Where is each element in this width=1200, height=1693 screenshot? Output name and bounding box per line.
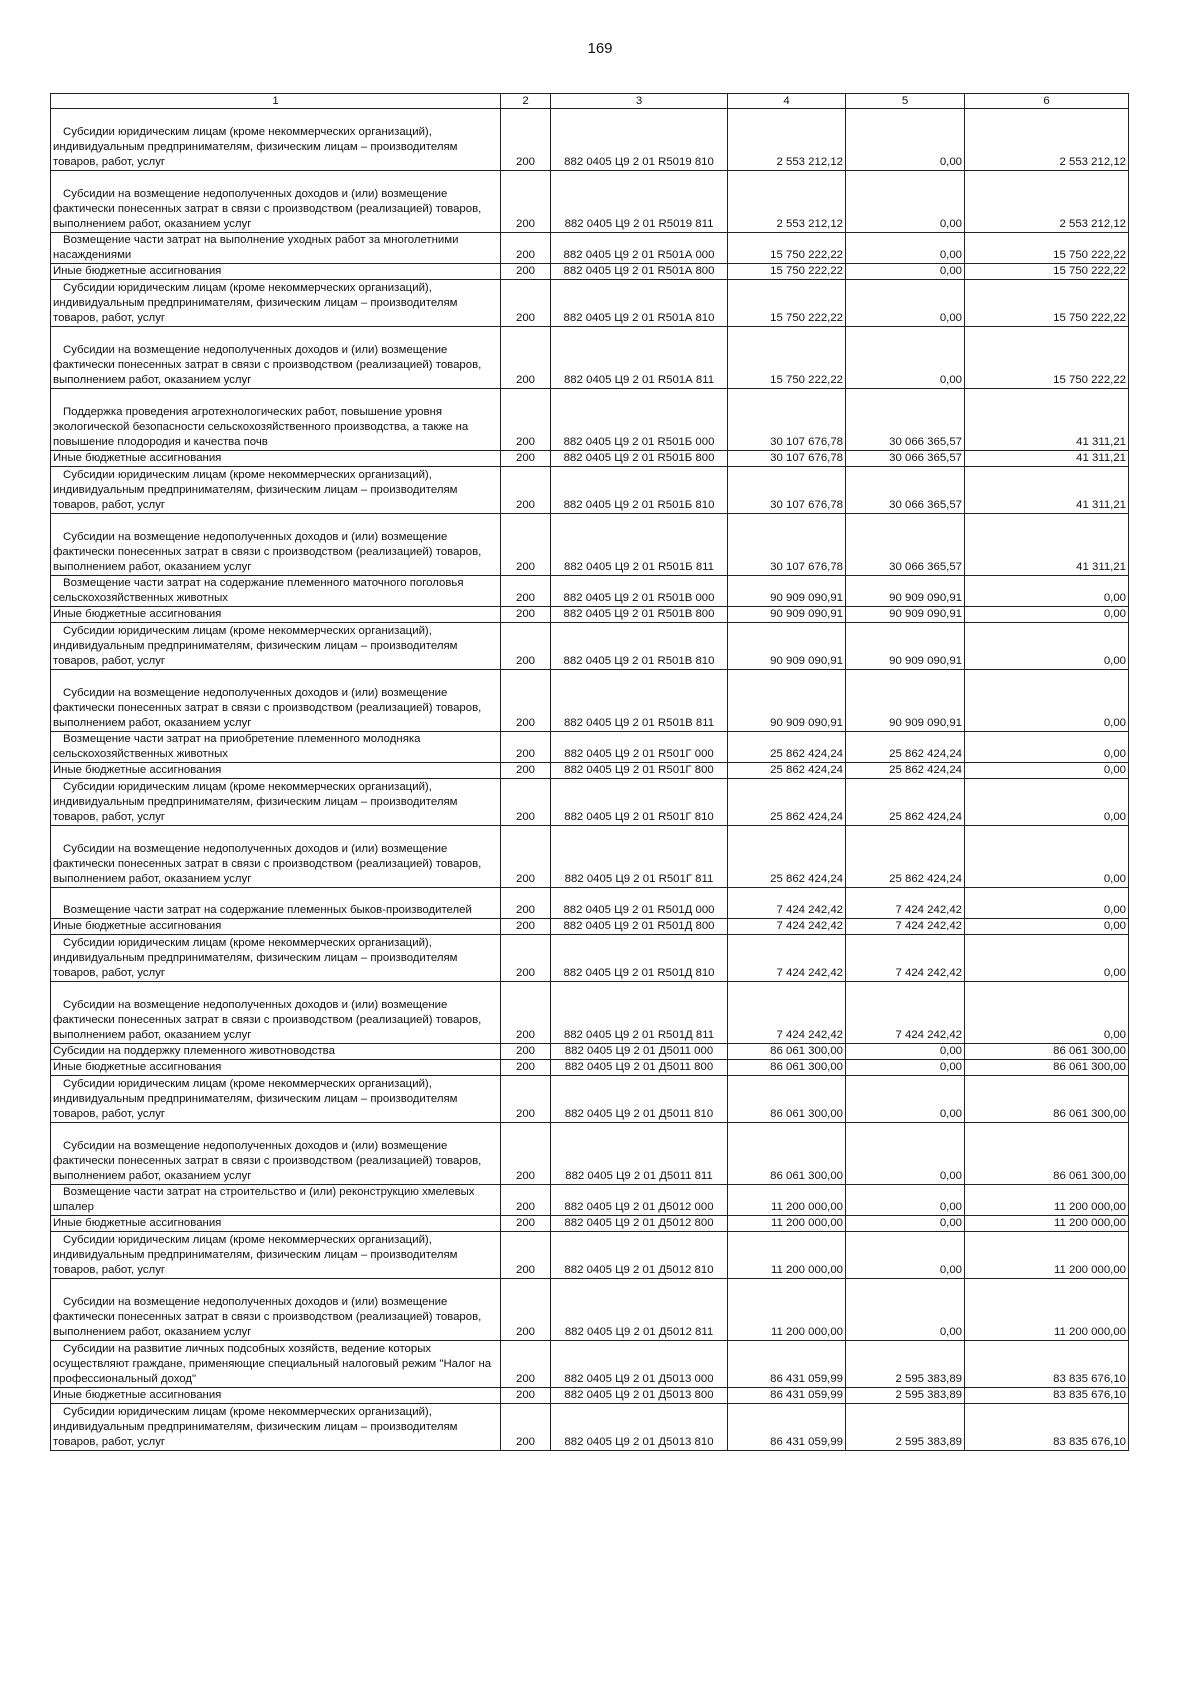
row-description-text: Субсидии юридическим лицам (кроме некоммерческих организаций), индивидуальным предпринимателям, физическим лицам – производителям товаров, работ, услуг	[53, 126, 458, 168]
row-line-code: 200	[501, 576, 551, 607]
row-amount-col5: 7 424 242,42	[846, 888, 965, 919]
row-amount-col5: 0,00	[846, 1232, 965, 1279]
row-amount-col4: 15 750 222,22	[728, 327, 846, 389]
row-amount-col6: 15 750 222,22	[965, 327, 1129, 389]
row-classification-code: 882 0405 Ц9 2 01 R501В 800	[551, 607, 728, 623]
row-amount-col5: 25 862 424,24	[846, 763, 965, 779]
row-amount-col6: 86 061 300,00	[965, 1060, 1129, 1076]
row-amount-col6: 83 835 676,10	[965, 1404, 1129, 1451]
row-amount-col4: 90 909 090,91	[728, 670, 846, 732]
row-description-text: Субсидии на возмещение недополученных доходов и (или) возмещение фактически понесенных затрат в связи с производством (реализацией) товаров, выполнением работ, оказанием услуг	[53, 999, 482, 1041]
row-line-code: 200	[501, 1404, 551, 1451]
row-line-code: 200	[501, 109, 551, 171]
row-description	[51, 1279, 501, 1341]
row-line-code: 200	[501, 607, 551, 623]
row-description-text: Иные бюджетные ассигнования	[53, 608, 222, 620]
row-amount-col5: 0,00	[846, 109, 965, 171]
row-amount-col5: 7 424 242,42	[846, 935, 965, 982]
row-amount-col4: 11 200 000,00	[728, 1185, 846, 1216]
row-description	[51, 763, 501, 779]
row-amount-col4: 2 553 212,12	[728, 171, 846, 233]
table-row	[51, 1044, 1129, 1060]
row-description	[51, 623, 501, 670]
row-line-code: 200	[501, 264, 551, 280]
row-description	[51, 514, 501, 576]
row-description-text: Субсидии на возмещение недополученных доходов и (или) возмещение фактически понесенных затрат в связи с производством (реализацией) товаров, выполнением работ, оказанием услуг	[53, 687, 482, 729]
row-amount-col4: 30 107 676,78	[728, 389, 846, 451]
row-amount-col5: 25 862 424,24	[846, 732, 965, 763]
row-description	[51, 732, 501, 763]
row-amount-col4: 90 909 090,91	[728, 623, 846, 670]
row-classification-code: 882 0405 Ц9 2 01 R501В 810	[551, 623, 728, 670]
row-amount-col6: 0,00	[965, 763, 1129, 779]
row-amount-col5: 25 862 424,24	[846, 779, 965, 826]
row-classification-code: 882 0405 Ц9 2 01 R501В 000	[551, 576, 728, 607]
row-line-code: 200	[501, 451, 551, 467]
row-line-code: 200	[501, 732, 551, 763]
row-amount-col5: 90 909 090,91	[846, 670, 965, 732]
row-description	[51, 1123, 501, 1185]
row-description	[51, 576, 501, 607]
row-description-text: Субсидии юридическим лицам (кроме некоммерческих организаций), индивидуальным предпринимателям, физическим лицам – производителям товаров, работ, услуг	[53, 1406, 458, 1448]
row-description	[51, 919, 501, 935]
row-amount-col4: 15 750 222,22	[728, 264, 846, 280]
row-description-text: Возмещение части затрат на строительство и (или) реконструкцию хмелевых шпалер	[53, 1186, 475, 1213]
column-header: 4	[728, 94, 846, 109]
row-classification-code: 882 0405 Ц9 2 01 R5019 810	[551, 109, 728, 171]
table-row	[51, 607, 1129, 623]
row-description	[51, 1341, 501, 1388]
row-amount-col5: 0,00	[846, 1044, 965, 1060]
row-amount-col4: 86 061 300,00	[728, 1044, 846, 1060]
row-amount-col4: 11 200 000,00	[728, 1216, 846, 1232]
row-description	[51, 1060, 501, 1076]
row-description	[51, 1404, 501, 1451]
row-amount-col6: 0,00	[965, 670, 1129, 732]
row-description	[51, 109, 501, 171]
row-amount-col4: 90 909 090,91	[728, 607, 846, 623]
row-amount-col4: 25 862 424,24	[728, 779, 846, 826]
row-amount-col6: 0,00	[965, 919, 1129, 935]
row-classification-code: 882 0405 Ц9 2 01 Д5013 000	[551, 1341, 728, 1388]
table-row	[51, 935, 1129, 982]
row-amount-col4: 11 200 000,00	[728, 1232, 846, 1279]
row-description-text: Субсидии юридическим лицам (кроме некоммерческих организаций), индивидуальным предпринимателям, физическим лицам – производителям товаров, работ, услуг	[53, 469, 458, 511]
table-row	[51, 451, 1129, 467]
row-description	[51, 171, 501, 233]
table-row	[51, 109, 1129, 171]
row-amount-col6: 0,00	[965, 607, 1129, 623]
row-amount-col5: 0,00	[846, 171, 965, 233]
row-description-text: Возмещение части затрат на содержание племенных быков-производителей	[63, 904, 472, 916]
row-classification-code: 882 0405 Ц9 2 01 R501Г 811	[551, 826, 728, 888]
table-row	[51, 467, 1129, 514]
table-row	[51, 389, 1129, 451]
table-row	[51, 327, 1129, 389]
row-amount-col6: 0,00	[965, 888, 1129, 919]
table-row	[51, 623, 1129, 670]
row-classification-code: 882 0405 Ц9 2 01 R501Д 810	[551, 935, 728, 982]
row-classification-code: 882 0405 Ц9 2 01 Д5012 811	[551, 1279, 728, 1341]
row-description-text: Поддержка проведения агротехнологических работ, повышение уровня экологической безопасности сельскохозяйственного производства, а также на повышение плодородия и качества почв	[53, 406, 469, 448]
row-description	[51, 935, 501, 982]
row-amount-col5: 0,00	[846, 1123, 965, 1185]
row-description-text: Возмещение части затрат на приобретение племенного молодняка сельскохозяйственных животных	[53, 733, 421, 760]
row-line-code: 200	[501, 1216, 551, 1232]
row-amount-col5: 7 424 242,42	[846, 919, 965, 935]
row-classification-code: 882 0405 Ц9 2 01 R501Г 800	[551, 763, 728, 779]
row-amount-col6: 15 750 222,22	[965, 280, 1129, 327]
row-classification-code: 882 0405 Ц9 2 01 Д5011 000	[551, 1044, 728, 1060]
header-row	[51, 94, 1129, 109]
row-description	[51, 467, 501, 514]
row-amount-col4: 86 431 059,99	[728, 1404, 846, 1451]
row-amount-col5: 25 862 424,24	[846, 826, 965, 888]
row-line-code: 200	[501, 919, 551, 935]
table-row	[51, 280, 1129, 327]
row-description-text: Иные бюджетные ассигнования	[53, 1061, 222, 1073]
row-amount-col4: 86 061 300,00	[728, 1123, 846, 1185]
row-description	[51, 982, 501, 1044]
table-row	[51, 779, 1129, 826]
table-row	[51, 576, 1129, 607]
row-line-code: 200	[501, 935, 551, 982]
row-amount-col6: 15 750 222,22	[965, 264, 1129, 280]
row-amount-col6: 2 553 212,12	[965, 109, 1129, 171]
row-classification-code: 882 0405 Ц9 2 01 Д5012 000	[551, 1185, 728, 1216]
row-line-code: 200	[501, 779, 551, 826]
table-row	[51, 826, 1129, 888]
table-row	[51, 514, 1129, 576]
row-amount-col4: 2 553 212,12	[728, 109, 846, 171]
row-description-text: Субсидии юридическим лицам (кроме некоммерческих организаций), индивидуальным предпринимателям, физическим лицам – производителям товаров, работ, услуг	[53, 781, 458, 823]
table-header	[51, 94, 1129, 109]
row-amount-col5: 90 909 090,91	[846, 576, 965, 607]
row-classification-code: 882 0405 Ц9 2 01 Д5011 810	[551, 1076, 728, 1123]
row-description	[51, 607, 501, 623]
row-amount-col4: 30 107 676,78	[728, 467, 846, 514]
row-description	[51, 826, 501, 888]
row-classification-code: 882 0405 Ц9 2 01 R501А 811	[551, 327, 728, 389]
row-amount-col6: 0,00	[965, 623, 1129, 670]
column-header: 6	[965, 94, 1129, 109]
row-amount-col5: 7 424 242,42	[846, 982, 965, 1044]
row-description	[51, 389, 501, 451]
page-number: 169	[587, 40, 613, 57]
row-amount-col4: 7 424 242,42	[728, 982, 846, 1044]
row-classification-code: 882 0405 Ц9 2 01 R501Г 000	[551, 732, 728, 763]
table-row	[51, 264, 1129, 280]
row-classification-code: 882 0405 Ц9 2 01 Д5013 800	[551, 1388, 728, 1404]
column-header: 5	[846, 94, 965, 109]
table-row	[51, 763, 1129, 779]
row-line-code: 200	[501, 1123, 551, 1185]
row-classification-code: 882 0405 Ц9 2 01 R501А 810	[551, 280, 728, 327]
row-classification-code: 882 0405 Ц9 2 01 R501Д 811	[551, 982, 728, 1044]
row-classification-code: 882 0405 Ц9 2 01 R501Д 000	[551, 888, 728, 919]
row-amount-col6: 0,00	[965, 826, 1129, 888]
row-amount-col6: 0,00	[965, 935, 1129, 982]
table-row	[51, 1388, 1129, 1404]
row-amount-col4: 7 424 242,42	[728, 919, 846, 935]
table-row	[51, 919, 1129, 935]
row-amount-col6: 0,00	[965, 982, 1129, 1044]
row-amount-col4: 25 862 424,24	[728, 732, 846, 763]
row-amount-col4: 86 431 059,99	[728, 1341, 846, 1388]
row-amount-col5: 0,00	[846, 1185, 965, 1216]
row-classification-code: 882 0405 Ц9 2 01 R501Б 810	[551, 467, 728, 514]
table-row	[51, 1076, 1129, 1123]
table-row	[51, 1123, 1129, 1185]
row-amount-col5: 30 066 365,57	[846, 514, 965, 576]
row-line-code: 200	[501, 1076, 551, 1123]
table-row	[51, 1185, 1129, 1216]
row-description-text: Иные бюджетные ассигнования	[53, 920, 222, 932]
row-classification-code: 882 0405 Ц9 2 01 R501Б 800	[551, 451, 728, 467]
row-classification-code: 882 0405 Ц9 2 01 R501Б 000	[551, 389, 728, 451]
row-amount-col4: 11 200 000,00	[728, 1279, 846, 1341]
row-amount-col4: 15 750 222,22	[728, 280, 846, 327]
row-line-code: 200	[501, 1060, 551, 1076]
row-amount-col6: 15 750 222,22	[965, 233, 1129, 264]
row-description-text: Возмещение части затрат на содержание племенного маточного поголовья сельскохозяйственных животных	[53, 577, 464, 604]
row-classification-code: 882 0405 Ц9 2 01 Д5011 811	[551, 1123, 728, 1185]
row-amount-col4: 86 061 300,00	[728, 1076, 846, 1123]
row-amount-col6: 41 311,21	[965, 467, 1129, 514]
row-classification-code: 882 0405 Ц9 2 01 R501А 000	[551, 233, 728, 264]
row-description-text: Субсидии на возмещение недополученных доходов и (или) возмещение фактически понесенных затрат в связи с производством (реализацией) товаров, выполнением работ, оказанием услуг	[53, 344, 482, 386]
row-amount-col5: 30 066 365,57	[846, 467, 965, 514]
row-description	[51, 451, 501, 467]
budget-table	[50, 93, 1129, 1451]
row-description-text: Иные бюджетные ассигнования	[53, 764, 222, 776]
row-amount-col5: 30 066 365,57	[846, 389, 965, 451]
row-amount-col6: 0,00	[965, 576, 1129, 607]
table-row	[51, 233, 1129, 264]
row-amount-col5: 0,00	[846, 1279, 965, 1341]
row-amount-col5: 0,00	[846, 1060, 965, 1076]
row-description	[51, 1232, 501, 1279]
row-description-text: Субсидии на возмещение недополученных доходов и (или) возмещение фактически понесенных затрат в связи с производством (реализацией) товаров, выполнением работ, оказанием услуг	[53, 188, 482, 230]
row-amount-col5: 2 595 383,89	[846, 1404, 965, 1451]
row-description-text: Иные бюджетные ассигнования	[53, 1217, 222, 1229]
row-description-text: Субсидии на развитие личных подсобных хозяйств, ведение которых осуществляют граждане, применяющие специальный налоговый режим "Налог на профессиональный доход"	[53, 1343, 492, 1385]
table-row	[51, 1060, 1129, 1076]
table-row	[51, 670, 1129, 732]
row-description	[51, 1076, 501, 1123]
table-body	[51, 109, 1129, 1451]
row-line-code: 200	[501, 670, 551, 732]
row-line-code: 200	[501, 327, 551, 389]
row-description	[51, 1185, 501, 1216]
row-classification-code: 882 0405 Ц9 2 01 R501В 811	[551, 670, 728, 732]
row-line-code: 200	[501, 171, 551, 233]
table-row	[51, 171, 1129, 233]
row-line-code: 200	[501, 623, 551, 670]
row-amount-col5: 90 909 090,91	[846, 607, 965, 623]
row-line-code: 200	[501, 467, 551, 514]
row-amount-col6: 2 553 212,12	[965, 171, 1129, 233]
row-description-text: Субсидии на возмещение недополученных доходов и (или) возмещение фактически понесенных затрат в связи с производством (реализацией) товаров, выполнением работ, оказанием услуг	[53, 531, 482, 573]
row-amount-col6: 86 061 300,00	[965, 1076, 1129, 1123]
row-description	[51, 280, 501, 327]
row-amount-col6: 41 311,21	[965, 389, 1129, 451]
row-description-text: Субсидии на возмещение недополученных доходов и (или) возмещение фактически понесенных затрат в связи с производством (реализацией) товаров, выполнением работ, оказанием услуг	[53, 1140, 482, 1182]
row-description	[51, 1216, 501, 1232]
row-amount-col6: 11 200 000,00	[965, 1216, 1129, 1232]
row-amount-col5: 2 595 383,89	[846, 1341, 965, 1388]
table-row	[51, 1341, 1129, 1388]
row-classification-code: 882 0405 Ц9 2 01 Д5011 800	[551, 1060, 728, 1076]
row-description-text: Субсидии юридическим лицам (кроме некоммерческих организаций), индивидуальным предпринимателям, физическим лицам – производителям товаров, работ, услуг	[53, 625, 458, 667]
row-line-code: 200	[501, 1279, 551, 1341]
row-description-text: Иные бюджетные ассигнования	[53, 452, 222, 464]
row-description	[51, 888, 501, 919]
row-description-text: Возмещение части затрат на выполнение уходных работ за многолетними насаждениями	[53, 234, 459, 261]
row-description-text: Иные бюджетные ассигнования	[53, 265, 222, 277]
row-description-text: Субсидии юридическим лицам (кроме некоммерческих организаций), индивидуальным предпринимателям, физическим лицам – производителям товаров, работ, услуг	[53, 937, 458, 979]
row-amount-col6: 11 200 000,00	[965, 1279, 1129, 1341]
row-classification-code: 882 0405 Ц9 2 01 Д5012 800	[551, 1216, 728, 1232]
table-row	[51, 982, 1129, 1044]
row-amount-col6: 41 311,21	[965, 451, 1129, 467]
row-line-code: 200	[501, 1185, 551, 1216]
row-line-code: 200	[501, 1232, 551, 1279]
table-row	[51, 1279, 1129, 1341]
row-line-code: 200	[501, 982, 551, 1044]
table-row	[51, 1404, 1129, 1451]
row-description	[51, 779, 501, 826]
row-amount-col4: 25 862 424,24	[728, 763, 846, 779]
row-amount-col6: 83 835 676,10	[965, 1341, 1129, 1388]
row-classification-code: 882 0405 Ц9 2 01 R5019 811	[551, 171, 728, 233]
row-description	[51, 1044, 501, 1060]
row-amount-col5: 0,00	[846, 264, 965, 280]
row-amount-col5: 30 066 365,57	[846, 451, 965, 467]
column-header: 2	[501, 94, 551, 109]
row-amount-col4: 30 107 676,78	[728, 514, 846, 576]
row-line-code: 200	[501, 826, 551, 888]
row-description	[51, 670, 501, 732]
row-amount-col6: 11 200 000,00	[965, 1232, 1129, 1279]
row-description	[51, 233, 501, 264]
row-description-text: Субсидии юридическим лицам (кроме некоммерческих организаций), индивидуальным предпринимателям, физическим лицам – производителям товаров, работ, услуг	[53, 1078, 458, 1120]
row-line-code: 200	[501, 1044, 551, 1060]
row-amount-col6: 0,00	[965, 732, 1129, 763]
row-classification-code: 882 0405 Ц9 2 01 R501Г 810	[551, 779, 728, 826]
row-description-text: Субсидии юридическим лицам (кроме некоммерческих организаций), индивидуальным предпринимателям, физическим лицам – производителям товаров, работ, услуг	[53, 282, 458, 324]
row-amount-col4: 7 424 242,42	[728, 935, 846, 982]
row-description	[51, 327, 501, 389]
row-amount-col4: 86 431 059,99	[728, 1388, 846, 1404]
row-amount-col4: 25 862 424,24	[728, 826, 846, 888]
row-classification-code: 882 0405 Ц9 2 01 R501Б 811	[551, 514, 728, 576]
row-description-text: Субсидии юридическим лицам (кроме некоммерческих организаций), индивидуальным предпринимателям, физическим лицам – производителям товаров, работ, услуг	[53, 1234, 458, 1276]
row-description-text: Субсидии на поддержку племенного животноводства	[53, 1045, 335, 1057]
row-amount-col5: 2 595 383,89	[846, 1388, 965, 1404]
row-line-code: 200	[501, 888, 551, 919]
row-classification-code: 882 0405 Ц9 2 01 R501Д 800	[551, 919, 728, 935]
row-amount-col5: 0,00	[846, 280, 965, 327]
row-amount-col5: 0,00	[846, 327, 965, 389]
row-amount-col6: 86 061 300,00	[965, 1044, 1129, 1060]
row-amount-col6: 11 200 000,00	[965, 1185, 1129, 1216]
row-description	[51, 264, 501, 280]
table-row	[51, 732, 1129, 763]
table-row	[51, 1216, 1129, 1232]
row-description-text: Субсидии на возмещение недополученных доходов и (или) возмещение фактически понесенных затрат в связи с производством (реализацией) товаров, выполнением работ, оказанием услуг	[53, 1296, 482, 1338]
row-amount-col4: 30 107 676,78	[728, 451, 846, 467]
row-description-text: Субсидии на возмещение недополученных доходов и (или) возмещение фактически понесенных затрат в связи с производством (реализацией) товаров, выполнением работ, оказанием услуг	[53, 843, 482, 885]
row-description	[51, 1388, 501, 1404]
row-classification-code: 882 0405 Ц9 2 01 R501А 800	[551, 264, 728, 280]
table-row	[51, 1232, 1129, 1279]
row-amount-col5: 0,00	[846, 233, 965, 264]
row-line-code: 200	[501, 389, 551, 451]
row-line-code: 200	[501, 280, 551, 327]
row-amount-col6: 0,00	[965, 779, 1129, 826]
row-line-code: 200	[501, 233, 551, 264]
row-line-code: 200	[501, 1341, 551, 1388]
row-amount-col5: 0,00	[846, 1076, 965, 1123]
row-amount-col5: 90 909 090,91	[846, 623, 965, 670]
row-line-code: 200	[501, 514, 551, 576]
row-amount-col4: 86 061 300,00	[728, 1060, 846, 1076]
row-amount-col4: 7 424 242,42	[728, 888, 846, 919]
row-amount-col6: 41 311,21	[965, 514, 1129, 576]
row-line-code: 200	[501, 763, 551, 779]
column-header: 3	[551, 94, 728, 109]
row-amount-col6: 83 835 676,10	[965, 1388, 1129, 1404]
table-row	[51, 888, 1129, 919]
row-amount-col5: 0,00	[846, 1216, 965, 1232]
row-amount-col4: 15 750 222,22	[728, 233, 846, 264]
column-header: 1	[51, 94, 501, 109]
row-classification-code: 882 0405 Ц9 2 01 Д5013 810	[551, 1404, 728, 1451]
row-line-code: 200	[501, 1388, 551, 1404]
row-amount-col4: 90 909 090,91	[728, 576, 846, 607]
row-amount-col6: 86 061 300,00	[965, 1123, 1129, 1185]
row-classification-code: 882 0405 Ц9 2 01 Д5012 810	[551, 1232, 728, 1279]
row-description-text: Иные бюджетные ассигнования	[53, 1389, 222, 1401]
